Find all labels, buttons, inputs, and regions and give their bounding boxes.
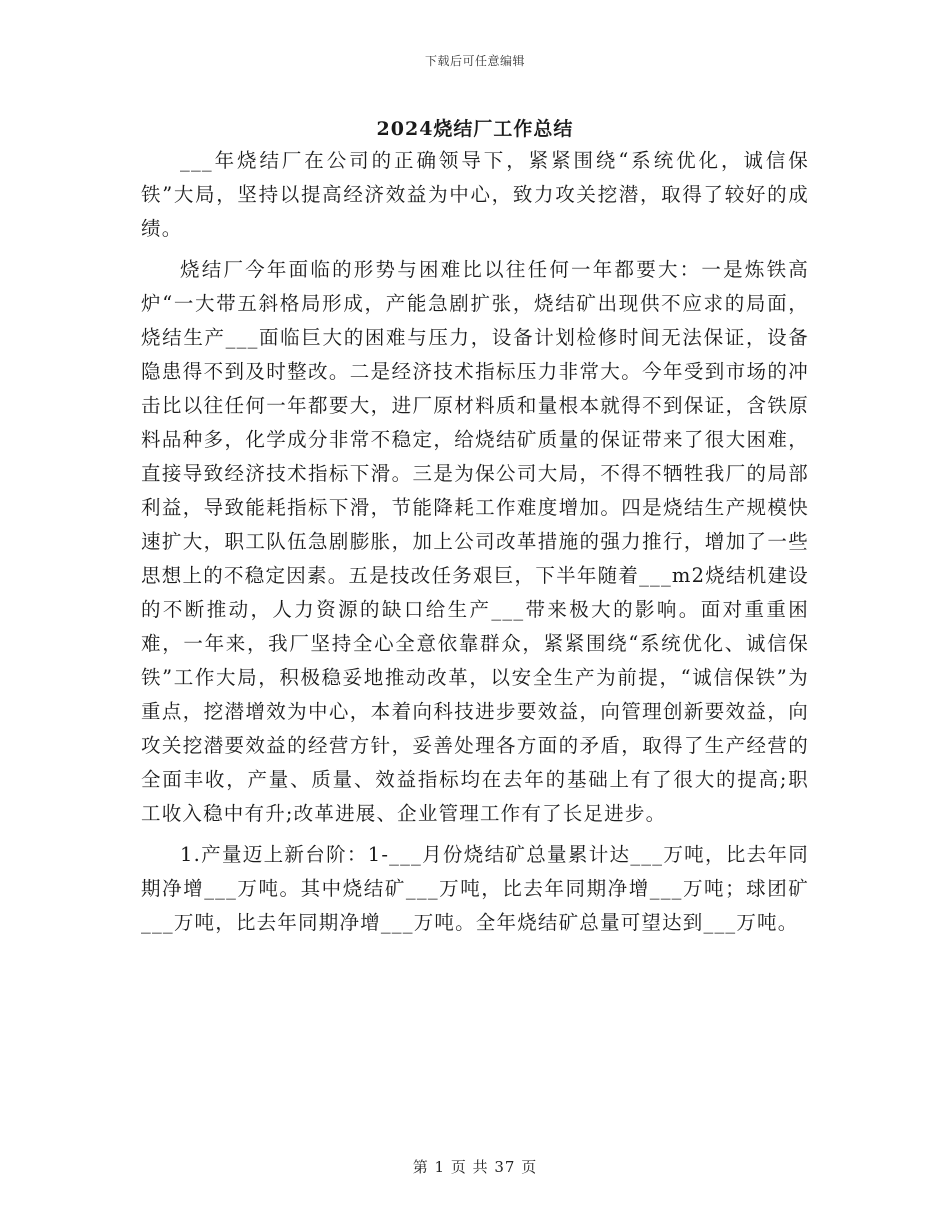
paragraph-intro: ___年烧结厂在公司的正确领导下，紧紧围绕“系统优化，诚信保铁”大局，坚持以提高经济效益为中心，致力攻关挖潜，取得了较好的成绩。 xyxy=(141,149,809,240)
paragraph-challenges: 烧结厂今年面临的形势与困难比以往任何一年都要大：一是炼铁高炉“一大带五斜格局形成，产能急剧扩张，烧结矿出现供不应求的局面，烧结生产___面临巨大的困难与压力，设备计划检修时间无法保证，设备隐患得不到及时整改。二是经济技术指标压力非常大。今年受到市场的冲击比以往任何一年都要大，进厂原材料质和量根本就得不到保证，含铁原料品种多，化学成分非常不稳定，给烧结矿质量的保证带来了很大困难，直接导致经济技术指标下滑。三是为保公司大局，不得不牺牲我厂的局部利益，导致能耗指标下滑，节能降耗工作难度增加。四是烧结生产规模快速扩大，职工队伍急剧膨胀，加上公司改革措施的强力推行，增加了一些思想上的不稳定因素。五是技改任务艰巨，下半年随着___m2烧结机建设的不断推动，人力资源的缺口给生产___带来极大的影响。面对重重困难，一年来，我厂坚持全心全意依靠群众，紧紧围绕“系统优化、诚信保铁”工作大局，积极稳妥地推动改革，以安全生产为前提，“诚信保铁”为重点，挖潜增效为中心，本着向科技进步要效益，向管理创新要效益，向攻关挖潜要效益的经营方针，妥善处理各方面的矛盾，取得了生产经营的全面丰收，产量、质量、效益指标均在去年的基础上有了很大的提高;职工收入稳中有升;改革进展、企业管理工作有了长足进步。 xyxy=(141,258,809,825)
header-note: 下载后可任意编辑 xyxy=(424,54,525,68)
paragraph-output: 1.产量迈上新台阶：1-___月份烧结矿总量累计达___万吨，比去年同期净增___万吨。其中烧结矿___万吨，比去年同期净增___万吨；球团矿___万吨，比去年同期净增___万吨。全年烧结矿总量可望达到___万吨。 xyxy=(141,843,809,934)
document-body xyxy=(141,144,809,947)
page-indicator: 第 1 页 共 37 页 xyxy=(412,1158,538,1176)
document-title: 2024烧结厂工作总结 xyxy=(376,118,574,140)
